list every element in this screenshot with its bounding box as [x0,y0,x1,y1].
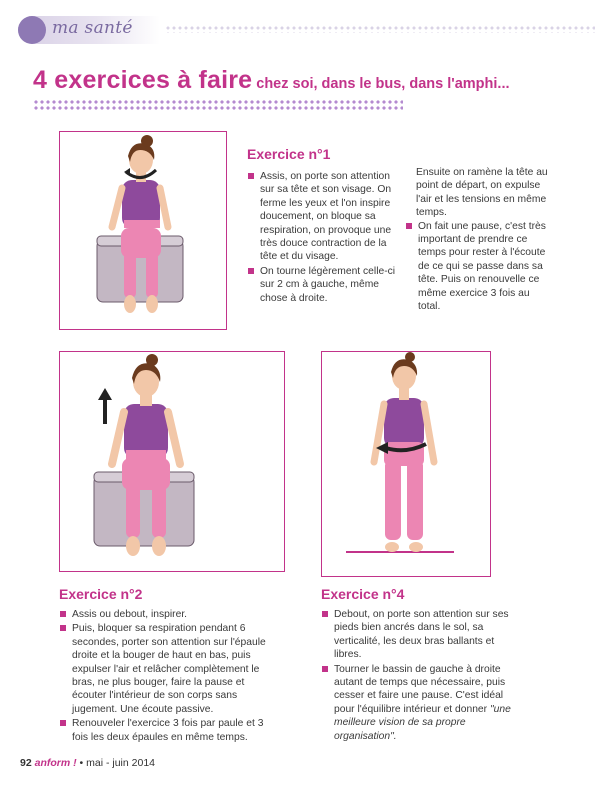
exercise-4-column [321,608,511,744]
illustration-exercise-1 [59,131,227,330]
exercise-2-column [59,608,277,745]
exercise-4-quote: "une meilleure vision de sa propre organisation". [334,703,511,742]
exercise-1-bullet-3: On fait une pause, c'est très important de prendre ce temps pour rester à l'écoute de ce qui se passe dans sa tête. Puis on renouvelle ce même exercice 3 fois au total. [405,220,551,314]
figure-seated-head-turn [60,132,226,329]
magazine-name: anform ! [34,757,77,769]
exercise-1-paragraph: Ensuite on ramène la tête au point de départ, on expulse l'air et les tensions en même temps. [416,167,548,219]
figure-seated-shoulder [60,352,284,571]
exercise-2-bullet-2: Puis, bloquer sa respiration pendant 6 secondes, porter son attention sur l'épaule droite et la bouger de haut en bas, puis expulser l'air et relâcher complètement le bras, ne plus bouger, faire la pause et écouter l'intérieur de son corps sans jugement. Une écoute passive. [59,622,277,716]
illustration-exercise-4 [321,351,491,577]
page-footer [20,757,155,769]
page-number: 92 [20,757,32,769]
exercise-4-bullet-2 [321,663,511,743]
section-tag: ma santé [52,18,133,38]
figure-standing-pelvis [322,352,490,576]
exercise-1-bullet-2: On tourne légèrement celle-ci sur 2 cm à gauche, même chose à droite. [247,265,397,305]
exercise-4-bullet-2-text: Tourner le bassin de gauche à droite autant de temps que nécessaire, puis cesser et faire une pause. C'est idéal pour l'équilibre intérieur et donner [334,663,506,715]
exercise-1-column-left [247,170,397,306]
section-tag-dot [18,16,46,44]
issue-date: • mai - juin 2014 [79,757,155,769]
exercise-1-column-right [405,166,551,314]
exercise-2-heading: Exercice n°2 [59,586,143,602]
exercise-1-heading: Exercice n°1 [247,146,331,162]
illustration-exercise-2 [59,351,285,572]
page-title [33,66,510,95]
exercise-2-bullet-3: Renouveler l'exercice 3 fois par paule et 3 fois les deux épaules en même temps. [59,717,277,744]
exercise-2-bullet-1: Assis ou debout, inspirer. [59,608,277,621]
exercise-4-bullet-1: Debout, on porte son attention sur ses pieds bien ancrés dans le sol, sa verticalité, les deux bras ballants et libres. [321,608,511,662]
title-sub: chez soi, dans le bus, dans l'amphi... [256,76,510,92]
title-dotted-rule [33,99,403,111]
title-main: 4 exercices à faire [33,66,253,94]
exercise-4-heading: Exercice n°4 [321,586,405,602]
header-dotted-rule [165,25,595,33]
exercise-1-bullet-1: Assis, on porte son attention sur sa tête et son visage. On ferme les yeux et l'on inspire doucement, on bloque sa respiration, on provoque une très douce contraction de la tête et du visage. [247,170,397,264]
